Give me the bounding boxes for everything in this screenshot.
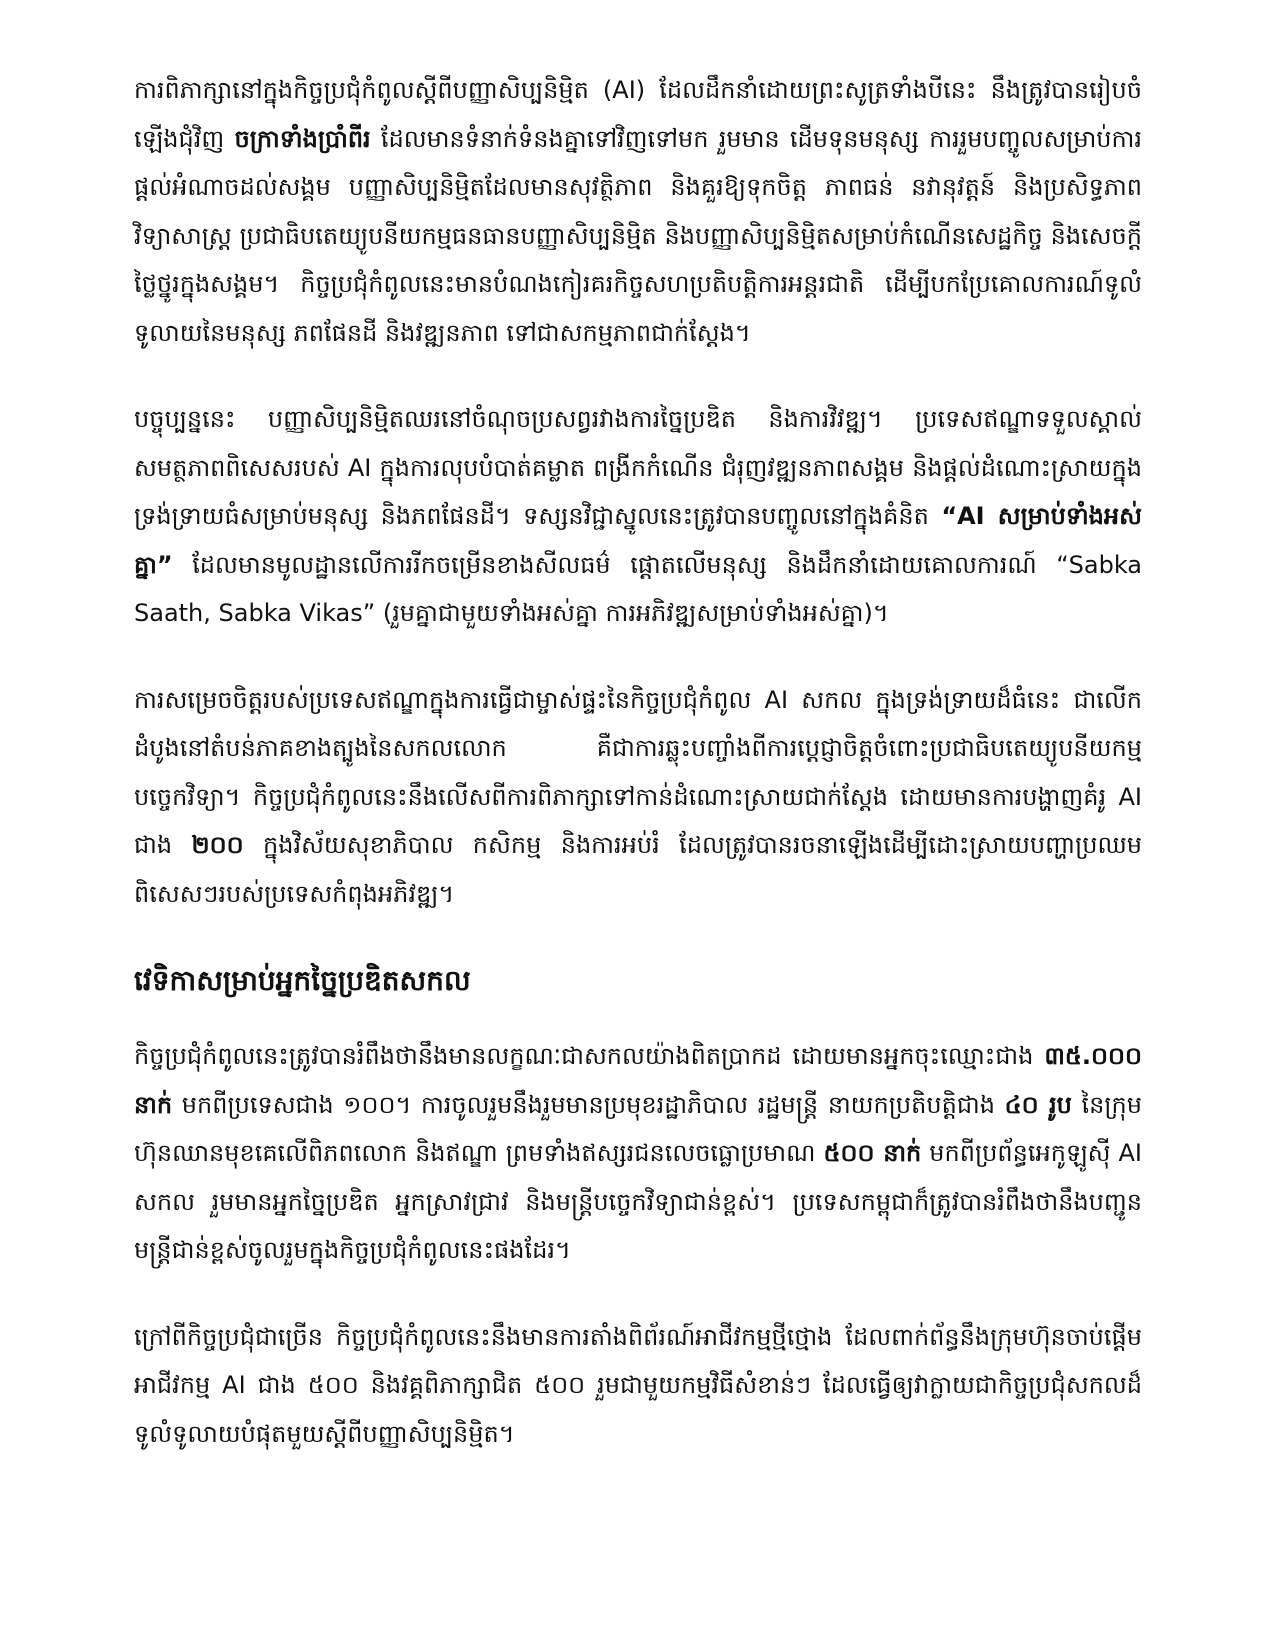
paragraph-text: ក្រៅពីកិច្ចប្រជុំជាច្រើន កិច្ចប្រជុំកំពូលនេះនឹងមានការតាំងពិព័រណ៍អាជីវកម្មថ្មីថ្មោង ដែលពាក់ព័ន្ធនឹងក្រុមហ៊ុនចាប់ផ្តើមអាជីវកម្ម AI ជាង ៥០០ និងវគ្គពិភាក្សាជិត ៥០០ រួមជាមួយកម្មវិធីសំខាន់ៗ ដែលធ្វើឲ្យវាក្លាយជាកិច្ចប្រជុំសកលដ៏ទូលំទូលាយបំផុតមួយស្តីពីបញ្ញាសិប្បនិម្មិត។ bbox=[134, 1322, 1142, 1448]
paragraph-expo-sessions bbox=[134, 1313, 1142, 1459]
emphasis-40-ceos: ៤០ រូប bbox=[1004, 1090, 1072, 1119]
paragraph-text: កិច្ចប្រជុំកំពូលនេះត្រូវបានរំពឹងថានឹងមានលក្ខណៈជាសកលយ៉ាងពិតប្រាកដ ដោយមានអ្នកចុះឈ្មោះជាង bbox=[134, 1042, 1045, 1070]
emphasis-ai-for-all: “AI សម្រាប់ទាំងអស់គ្នា” bbox=[134, 502, 1142, 579]
paragraph-ai-summit-chakras bbox=[134, 66, 1142, 357]
paragraph-global-south-summit bbox=[134, 676, 1142, 919]
paragraph-text: មកពីប្រព័ន្ធអេកូឡូស៊ី AI សកល រួមមានអ្នកច្នៃប្រឌិត អ្នកស្រាវជ្រាវ និងមន្ត្រីបច្ចេកវិទ្យាជាន់ខ្ពស់។ ប្រទេសកម្ពុជាក៏ត្រូវបានរំពឹងថានឹងបញ្ជូនមន្ត្រីជាន់ខ្ពស់ចូលរួមក្នុងកិច្ចប្រជុំកំពូលនេះផងដែរ។ bbox=[134, 1139, 1142, 1264]
paragraph-text: ដែលមានមូលដ្ឋានលើការរីកចម្រើនខាងសីលធម៌ ផ្តោតលើមនុស្ស និងដឹកនាំដោយគោលការណ៍ “Sabka Saath, Sabka Vikas” (រួមគ្នាជាមួយទាំងអស់គ្នា ការអភិវឌ្ឍសម្រាប់ទាំងអស់គ្នា)។ bbox=[134, 550, 1142, 627]
emphasis-500-dignitaries: ៥០០ នាក់ bbox=[823, 1139, 922, 1167]
paragraph-text: ការពិភាក្សានៅក្នុងកិច្ចប្រជុំកំពូលស្តីពីបញ្ញាសិប្បនិម្មិត (AI) ដែលដឹកនាំដោយព្រះសូត្រទាំងបីនេះ នឹងត្រូវបានរៀបចំឡើងជុំវិញ bbox=[134, 76, 1142, 153]
section-heading: វេទិកាសម្រាប់អ្នកច្នៃប្រឌិតសកល bbox=[134, 964, 471, 997]
emphasis-35000-registrants: ៣៥.០០០ នាក់ bbox=[134, 1042, 1142, 1119]
paragraph-text: ការសម្រេចចិត្តរបស់ប្រទេសឥណ្ឌាក្នុងការធ្វើជាម្ចាស់ផ្ទះនៃកិច្ចប្រជុំកំពូល AI សកល ក្នុងទ្រង់ទ្រាយដ៏ធំនេះ ជាលើកដំបូងនៅតំបន់ភាគខាងត្បូងនៃសកលលោក គឺជាការឆ្លុះបញ្ចាំងពីការប្តេជ្ញាចិត្តចំពោះប្រជាធិបតេយ្យូបនីយកម្មបច្ចេកវិទ្យា។ កិច្ចប្រជុំកំពូលនេះនឹងលើសពីការពិភាក្សាទៅកាន់ដំណោះស្រាយជាក់ស្តែង ដោយមានការបង្ហាញគំរូ AI ជាង bbox=[134, 685, 1142, 859]
paragraph-text: ដែលមានទំនាក់ទំនងគ្នាទៅវិញទៅមក រួមមាន ដើមទុនមនុស្ស ការរួមបញ្ចូលសម្រាប់ការផ្តល់អំណាចដល់សង្គម បញ្ញាសិប្បនិម្មិតដែលមានសុវត្ថិភាព និងគួរឱ្យទុកចិត្ត ភាពធន់ នវានុវត្តន៍ និងប្រសិទ្ធភាព វិទ្យាសាស្ត្រ ប្រជាធិបតេយ្យូបនីយកម្មធនធានបញ្ញាសិប្បនិម្មិត និងបញ្ញាសិប្បនិម្មិតសម្រាប់កំណើនសេដ្ឋកិច្ច និងសេចក្តីថ្លៃថ្នូរក្នុងសង្គម។ កិច្ចប្រជុំកំពូលនេះមានបំណងកៀរគរកិច្ចសហប្រតិបត្តិការអន្តរជាតិ ដើម្បីបកប្រែគោលការណ៍ទូលំទូលាយនៃមនុស្ស ភពផែនដី និងវឌ្ឍនភាព ទៅជាសកម្មភាពជាក់ស្តែង។ bbox=[134, 124, 1142, 347]
emphasis-seven-chakras: ចក្រាទាំងប្រាំពីរ bbox=[234, 124, 371, 153]
paragraph-text: បច្ចុប្បន្ននេះ បញ្ញាសិប្បនិម្មិតឈរនៅចំណុចប្រសព្វរវាងការច្នៃប្រឌិត និងការវិវឌ្ឍ។ ប្រទេសឥណ្ឌាទទួលស្គាល់សមត្ថភាពពិសេសរបស់ AI ក្នុងការលុបបំបាត់គម្លាត ពង្រីកកំណើន ជំរុញវឌ្ឍនភាពសង្គម និងផ្តល់ដំណោះស្រាយក្នុងទ្រង់ទ្រាយធំសម្រាប់មនុស្ស និងភពផែនដី។ ទស្សនវិជ្ជាស្នូលនេះត្រូវបានបញ្ចូលនៅក្នុងគំនិត bbox=[134, 405, 1142, 530]
paragraph-participants bbox=[134, 1032, 1142, 1275]
paragraph-text: មកពីប្រទេសជាង ១០០។ ការចូលរួមនឹងរួមមានប្រមុខរដ្ឋាភិបាល រដ្ឋមន្ត្រី នាយកប្រតិបត្តិជាង bbox=[172, 1090, 1005, 1119]
paragraph-ai-for-all bbox=[134, 395, 1142, 638]
emphasis-200-models: ២០០ bbox=[191, 831, 244, 859]
paragraph-text: នៃក្រុមហ៊ុនឈានមុខគេលើពិភពលោក និងឥណ្ឌា ព្រមទាំងឥស្សរជនលេចធ្លោប្រមាណ bbox=[134, 1090, 1142, 1167]
paragraph-text: ក្នុងវិស័យសុខាភិបាល កសិកម្ម និងការអប់រំ ដែលត្រូវបានរចនាឡើងដើម្បីដោះស្រាយបញ្ហាប្រឈមពិសេសៗរបស់ប្រទេសកំពុងអភិវឌ្ឍ។ bbox=[134, 831, 1143, 908]
document-body bbox=[134, 66, 1142, 1496]
